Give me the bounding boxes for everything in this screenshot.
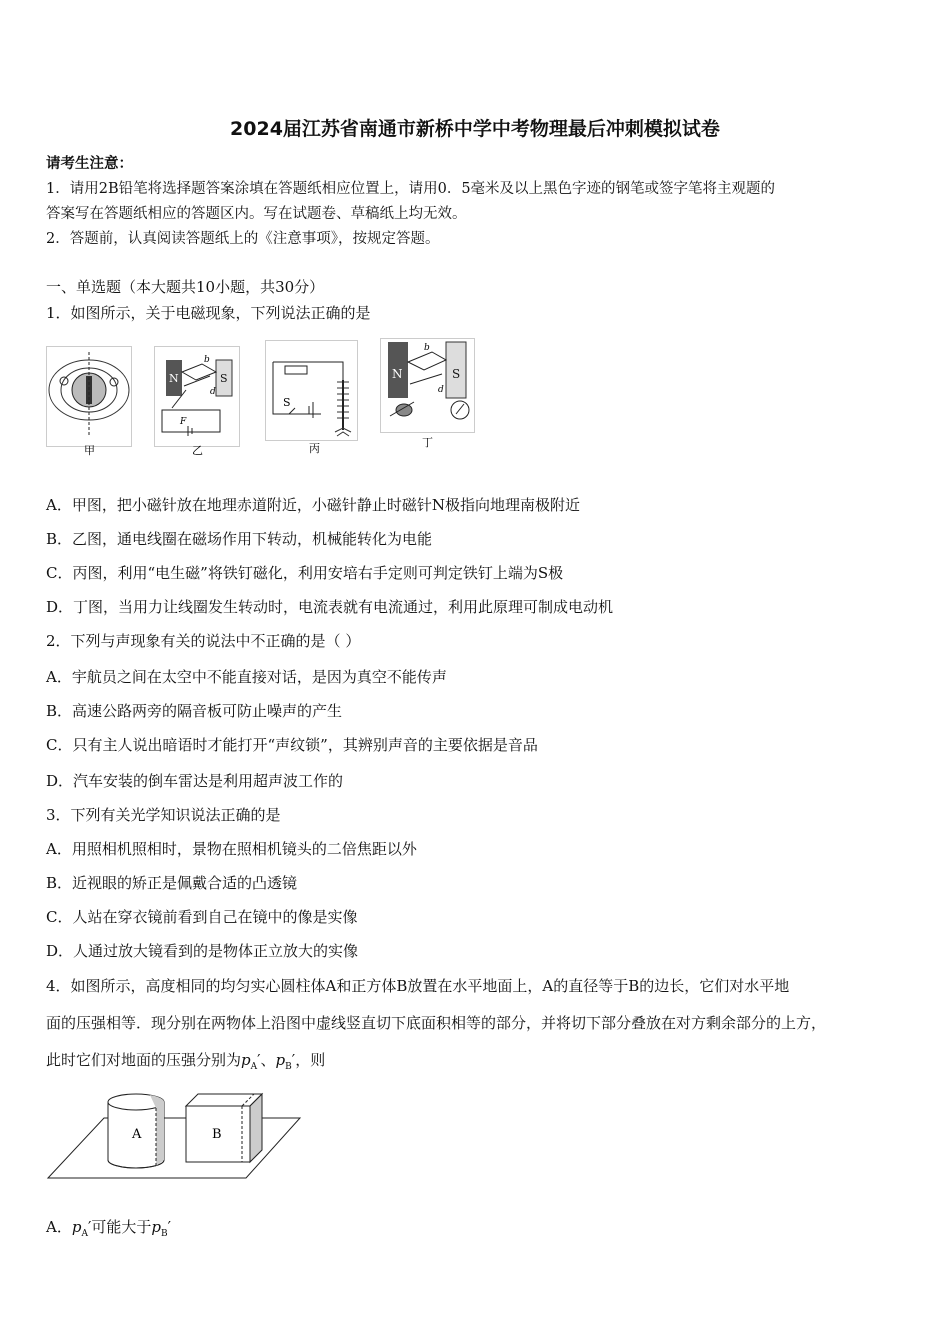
notice-heading: 请考生注意： bbox=[46, 155, 133, 172]
option-letter: A． bbox=[46, 1218, 72, 1236]
section-heading: 一、单选题（本大题共10小题，共30分） bbox=[46, 278, 325, 296]
separator: 、 bbox=[260, 1051, 276, 1069]
question-1-stem: 1．如图所示，关于电磁现象，下列说法正确的是 bbox=[46, 304, 371, 322]
option-text: 可能大于 bbox=[91, 1218, 152, 1236]
label-cylinder-a: A bbox=[132, 1127, 142, 1142]
figure-ding bbox=[380, 338, 476, 454]
figure-jia bbox=[46, 346, 132, 458]
question-4-stem-line-2: 面的压强相等．现分别在两物体上沿图中虚线竖直切下底面积相等的部分，并将切下部分叠放在对方剩余部分的上方， bbox=[46, 1014, 827, 1032]
label-f-yi: F bbox=[180, 417, 187, 427]
q2-option-a: A．宇航员之间在太空中不能直接对话，是因为真空不能传声 bbox=[46, 668, 447, 686]
label-s-bing: S bbox=[283, 396, 291, 409]
q4-option-a bbox=[46, 1216, 171, 1239]
sub-a: A bbox=[81, 1229, 88, 1239]
var-pa: p bbox=[241, 1051, 251, 1069]
label-s-ding: S bbox=[452, 367, 461, 381]
electromagnet-diagram bbox=[265, 340, 359, 458]
label-b-yi: b bbox=[204, 355, 210, 365]
stem-text: 此时它们对地面的压强分别为 bbox=[46, 1051, 242, 1069]
caption-bing: 丙 bbox=[309, 442, 320, 455]
label-n-yi: N bbox=[169, 372, 179, 385]
prime-b: ′ bbox=[291, 1051, 296, 1069]
caption-ding: 丁 bbox=[422, 436, 433, 449]
q3-option-c: C．人站在穿衣镜前看到自己在镜中的像是实像 bbox=[46, 908, 358, 926]
prime-b: ′ bbox=[167, 1218, 172, 1236]
q4-figure bbox=[46, 1088, 306, 1180]
var-pa: p bbox=[71, 1218, 82, 1236]
prime-a: ′ bbox=[87, 1218, 92, 1236]
q2-option-b: B．高速公路两旁的隔音板可防止噪声的产生 bbox=[46, 702, 343, 720]
notice-line-2: 2．答题前，认真阅读答题纸上的《注意事项》，按规定答题。 bbox=[46, 231, 440, 247]
label-d-ding: d bbox=[438, 385, 444, 395]
notice-line-1b: 答案写在答题纸相应的答题区内。写在试题卷、草稿纸上均无效。 bbox=[46, 206, 467, 222]
q3-option-b: B．近视眼的矫正是佩戴合适的凸透镜 bbox=[46, 874, 298, 892]
q1-option-a: A．甲图，把小磁针放在地理赤道附近，小磁针静止时磁针N极指向地理南极附近 bbox=[46, 496, 580, 514]
prime-a: ′ bbox=[257, 1051, 261, 1069]
figure-yi bbox=[154, 346, 240, 458]
label-s-yi: S bbox=[220, 372, 228, 385]
question-4-stem-line-3 bbox=[46, 1049, 325, 1072]
var-pb: p bbox=[151, 1218, 161, 1236]
label-b-ding: b bbox=[424, 343, 430, 353]
label-cube-b: B bbox=[212, 1127, 222, 1142]
q3-option-a: A．用照相机照相时，景物在照相机镜头的二倍焦距以外 bbox=[46, 840, 417, 858]
question-3-stem: 3．下列有关光学知识说法正确的是 bbox=[46, 806, 281, 824]
var-pb: p bbox=[275, 1051, 286, 1069]
sub-a: A bbox=[250, 1062, 258, 1072]
q2-option-c: C．只有主人说出暗语时才能打开“声纹锁”，其辨别声音的主要依据是音品 bbox=[46, 736, 538, 754]
page-title: 2024届江苏省南通市新桥中学中考物理最后冲刺模拟试卷 bbox=[230, 118, 720, 140]
sub-b: B bbox=[285, 1062, 292, 1072]
q3-option-d: D．人通过放大镜看到的是物体正立放大的实像 bbox=[46, 942, 359, 960]
question-4-stem-line-1: 4．如图所示，高度相同的均匀实心圆柱体A和正方体B放置在水平地面上，A的直径等于B的边长，它们对水平地 bbox=[46, 977, 790, 995]
sub-b: B bbox=[160, 1229, 168, 1239]
notice-line-1: 1．请用2B铅笔将选择题答案涂填在答题纸相应位置上，请用0．5毫米及以上黑色字迹的钢笔或签字笔将主观题的 bbox=[46, 181, 776, 197]
q1-option-d: D．丁图，当用力让线圈发生转动时，电流表就有电流通过，利用此原理可制成电动机 bbox=[46, 598, 614, 616]
label-n-ding: N bbox=[392, 367, 403, 381]
q1-option-b: B．乙图，通电线圈在磁场作用下转动，机械能转化为电能 bbox=[46, 530, 433, 548]
label-d-yi: d bbox=[210, 387, 216, 397]
figure-bing bbox=[265, 340, 359, 458]
stem-end: ，则 bbox=[295, 1051, 326, 1069]
cylinder-cube-diagram bbox=[46, 1088, 306, 1180]
earth-field-diagram bbox=[46, 346, 132, 458]
q1-option-c: C．丙图，利用“电生磁”将铁钉磁化，利用安培右手定则可判定铁钉上端为S极 bbox=[46, 564, 564, 582]
generator-diagram bbox=[380, 338, 476, 454]
motor-diagram bbox=[154, 346, 240, 458]
q2-option-d: D．汽车安装的倒车雷达是利用超声波工作的 bbox=[46, 772, 344, 790]
caption-jia: 甲 bbox=[84, 444, 95, 457]
question-2-stem: 2．下列与声现象有关的说法中不正确的是（ ） bbox=[46, 632, 361, 650]
caption-yi: 乙 bbox=[192, 444, 203, 457]
